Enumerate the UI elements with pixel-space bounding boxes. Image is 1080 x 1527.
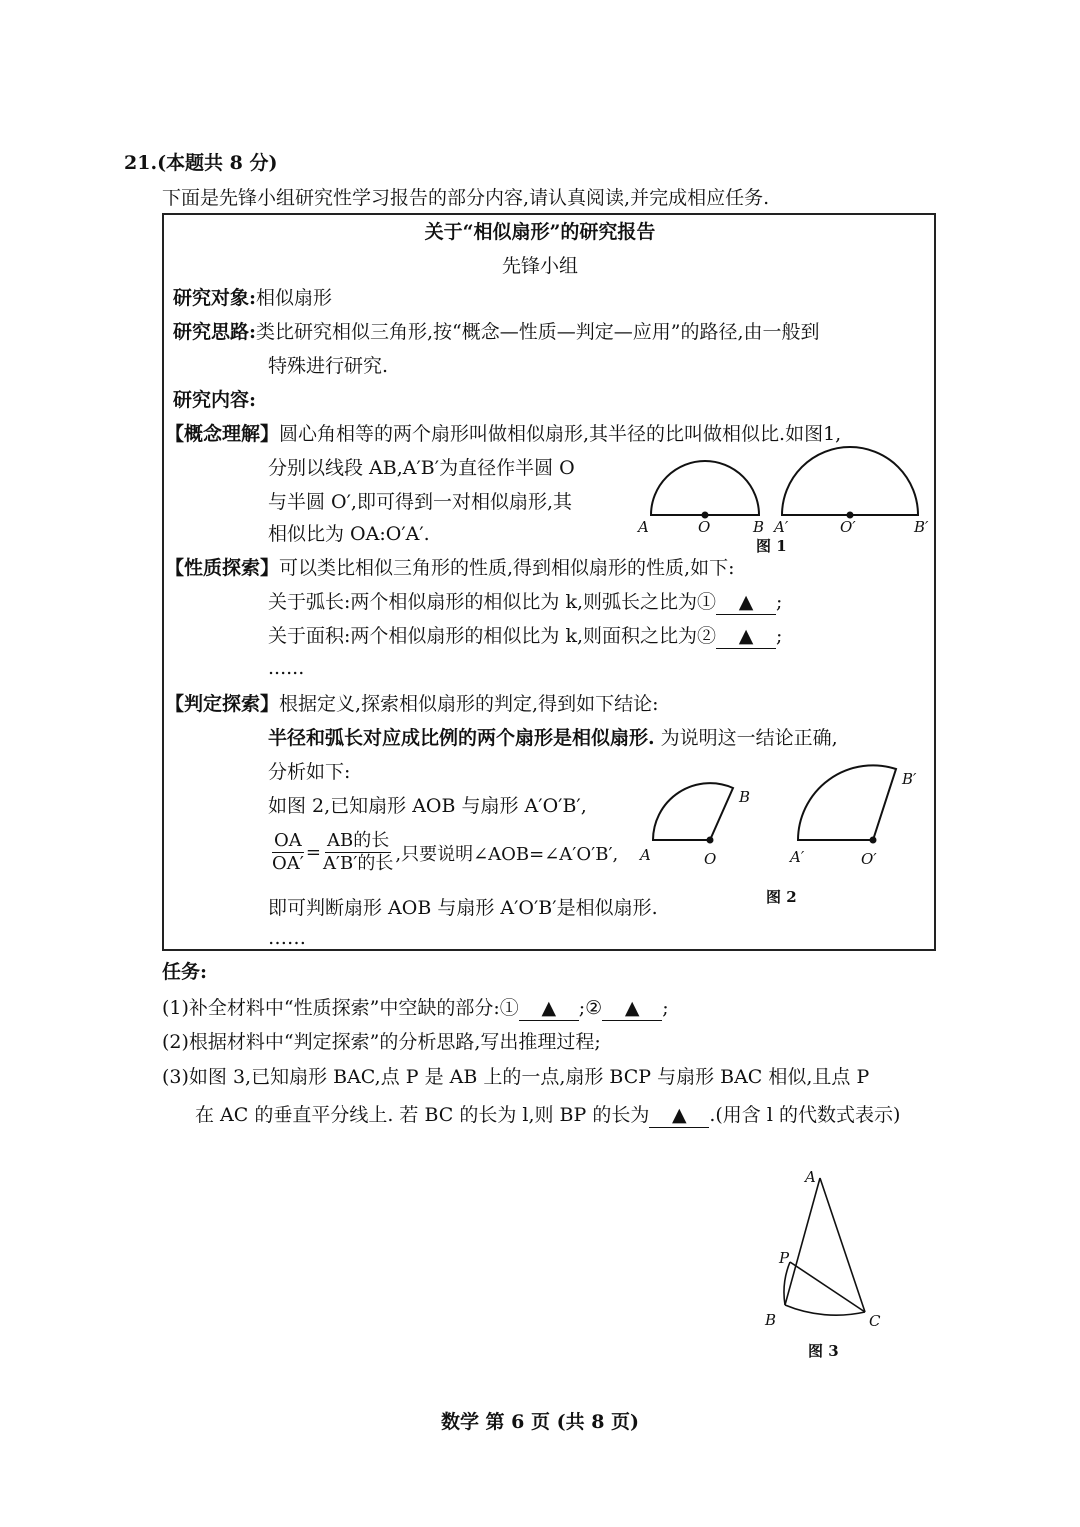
sector-aob: [653, 783, 733, 840]
blank-1: ▲: [716, 590, 776, 615]
question-number: 21.(本题共 8 分): [124, 152, 278, 174]
figure-2-caption: 图 2: [766, 888, 797, 906]
semicircle-o-prime: [782, 447, 918, 515]
figure-1-caption: 图 1: [756, 537, 787, 555]
figure-3: [784, 1178, 865, 1315]
label-a-prime: A′: [790, 848, 805, 866]
judge-section: 【判定探索】根据定义,探索相似扇形的判定,得到如下结论:: [165, 693, 659, 715]
label-o: O: [704, 850, 717, 868]
label-b-prime: B′: [914, 518, 929, 536]
ratio-equation: $\frac{OA}{OA'}$ = AB的长 A′B′的长 ,只要说明∠AOB=∠A′O′B′,: [272, 830, 619, 874]
research-idea: 研究思路:类比研究相似三角形,按“概念—性质—判定—应用”的路径,由一般到: [173, 321, 820, 343]
blank-2: ▲: [716, 624, 776, 649]
semicircle-o: [651, 461, 759, 515]
tasks-label: 任务:: [162, 961, 208, 983]
property-section: 【性质探索】可以类比相似三角形的性质,得到相似扇形的性质,如下:: [165, 557, 735, 579]
judge-given: 如图 2,已知扇形 AOB 与扇形 A′O′B′,: [268, 795, 587, 817]
concept-section: 【概念理解】圆心角相等的两个扇形叫做相似扇形,其半径的比叫做相似比.如图1,: [165, 423, 842, 445]
judge-analysis: 分析如下:: [268, 761, 351, 783]
judge-result: 即可判断扇形 AOB 与扇形 A′O′B′是相似扇形.: [268, 897, 658, 919]
ellipsis: ……: [268, 927, 306, 949]
ellipsis: ......: [268, 657, 305, 679]
label-o-prime: O′: [840, 518, 856, 536]
concept-line3: 与半圆 O′,即可得到一对相似扇形,其: [268, 491, 573, 513]
task-3-cont: 在 AC 的垂直平分线上. 若 BC 的长为 l,则 BP 的长为 ▲ .(用含 l 的代数式表示): [195, 1104, 901, 1126]
figure-2: [653, 765, 896, 842]
label-p: P: [779, 1249, 790, 1267]
label-b: B: [753, 518, 765, 536]
task-2: (2)根据材料中“判定探索”的分析思路,写出推理过程;: [162, 1031, 601, 1053]
report-author: 先锋小组: [501, 255, 578, 277]
research-content-label: 研究内容:: [173, 389, 257, 411]
property-area: 关于面积:两个相似扇形的相似比为 k,则面积之比为② ▲ ;: [268, 625, 783, 647]
label-b-prime: B′: [902, 770, 917, 788]
task-3: (3)如图 3,已知扇形 BAC,点 P 是 AB 上的一点,扇形 BCP 与扇形 BAC 相似,且点 P: [162, 1066, 870, 1088]
judge-conclusion: 半径和弧长对应成比例的两个扇形是相似扇形. 为说明这一结论正确,: [268, 727, 838, 749]
figure-3-caption: 图 3: [808, 1342, 839, 1360]
page-footer: 数学 第 6 页 (共 8 页): [440, 1411, 640, 1433]
research-object: 研究对象:相似扇形: [173, 287, 333, 309]
label-o-prime: O′: [861, 850, 877, 868]
task-1: (1)补全材料中“性质探索”中空缺的部分:① ▲ ;② ▲ ;: [162, 997, 669, 1019]
label-a: A: [640, 846, 651, 864]
label-a: A: [805, 1168, 816, 1186]
label-o: O: [698, 518, 711, 536]
property-arc: 关于弧长:两个相似扇形的相似比为 k,则弧长之比为① ▲ ;: [268, 591, 783, 613]
label-b: B: [739, 788, 751, 806]
question-intro: 下面是先锋小组研究性学习报告的部分内容,请认真阅读,并完成相应任务.: [162, 187, 770, 209]
report-title: 关于“相似扇形”的研究报告: [424, 221, 656, 243]
concept-line2: 分别以线段 AB,A′B′为直径作半圆 O: [268, 457, 575, 479]
label-c: C: [869, 1312, 881, 1330]
label-a-prime: A′: [774, 518, 789, 536]
research-idea-cont: 特殊进行研究.: [268, 355, 389, 377]
label-a: A: [638, 518, 649, 536]
figure-1: [651, 447, 918, 518]
concept-line4: 相似比为 OA:O′A′.: [268, 523, 430, 545]
sector-a-o-b-prime: [798, 765, 896, 840]
label-b: B: [765, 1311, 777, 1329]
